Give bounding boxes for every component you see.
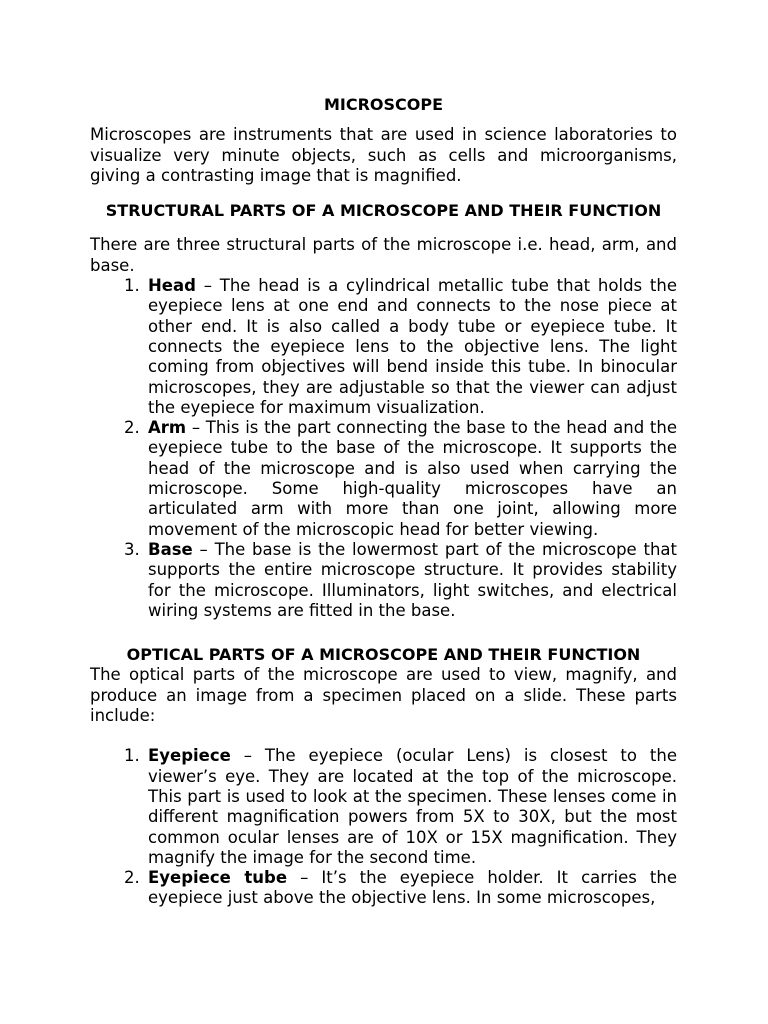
structural-heading: STRUCTURAL PARTS OF A MICROSCOPE AND THEIR FUNCTION (105, 201, 662, 221)
list-number: 2. (124, 418, 140, 438)
list-number: 1. (124, 746, 140, 766)
list-number: 3. (124, 539, 140, 559)
term-eyepiece-tube: Eyepiece tube (148, 868, 288, 888)
structural-intro: There are three structural parts of the microscope i.e. head, arm, and base. (90, 235, 677, 275)
optical-parts-list (90, 746, 677, 908)
description-arm: – This is the part connecting the base to the head and the eyepiece tube to the base of the microscope. It supports the head of the microscope and is also used when carrying the microscope. Some high-quality microscopes have an articulated arm with more than one joint, allowing more movement of the microscopic head for better viewing. (148, 418, 677, 539)
list-item-base (90, 540, 677, 621)
intro-paragraph: Microscopes are instruments that are used in science laboratories to visualize very minute objects, such as cells and microorganisms, giving a contrasting image that is magnified. (90, 125, 677, 185)
list-item-head (90, 276, 677, 418)
description-eyepiece-tube: – It’s the eyepiece holder. It carries the eyepiece just above the objective lens. In some microscopes, (148, 868, 677, 908)
list-item-eyepiece (90, 746, 677, 868)
description-eyepiece: – The eyepiece (ocular Lens) is closest to the viewer’s eye. They are located at the top of the microscope. This part is used to look at the specimen. These lenses come in different magnification powers from 5X to 30X, but the most common ocular lenses are of 10X or 15X magnification. They magnify the image for the second time. (148, 746, 677, 867)
structural-parts-list (90, 276, 677, 621)
description-base: – The base is the lowermost part of the microscope that supports the entire microscope structure. It provides stability for the microscope. Illuminators, light switches, and electrical wiring systems are fitted in the base. (148, 539, 677, 620)
list-number: 2. (124, 868, 140, 888)
term-eyepiece: Eyepiece (148, 746, 231, 766)
list-number: 1. (124, 276, 140, 296)
description-head: – The head is a cylindrical metallic tube that holds the eyepiece lens at one end and connects to the nose piece at other end. It is also called a body tube or eyepiece tube. It connects the eyepiece lens to the objective lens. The light coming from objectives will bend inside this tube. In binocular microscopes, they are adjustable so that the viewer can adjust the eyepiece for maximum visualization. (148, 276, 677, 417)
document-title: MICROSCOPE (323, 95, 444, 114)
list-item-arm (90, 418, 677, 540)
term-base: Base (148, 539, 193, 559)
optical-heading: OPTICAL PARTS OF A MICROSCOPE AND THEIR FUNCTION (126, 645, 641, 665)
term-arm: Arm (148, 418, 187, 438)
list-item-eyepiece-tube (90, 868, 677, 909)
optical-intro: The optical parts of the microscope are used to view, magnify, and produce an image from a specimen placed on a slide. These parts include: (90, 665, 677, 726)
term-head: Head (148, 276, 196, 296)
document-content (90, 95, 677, 909)
